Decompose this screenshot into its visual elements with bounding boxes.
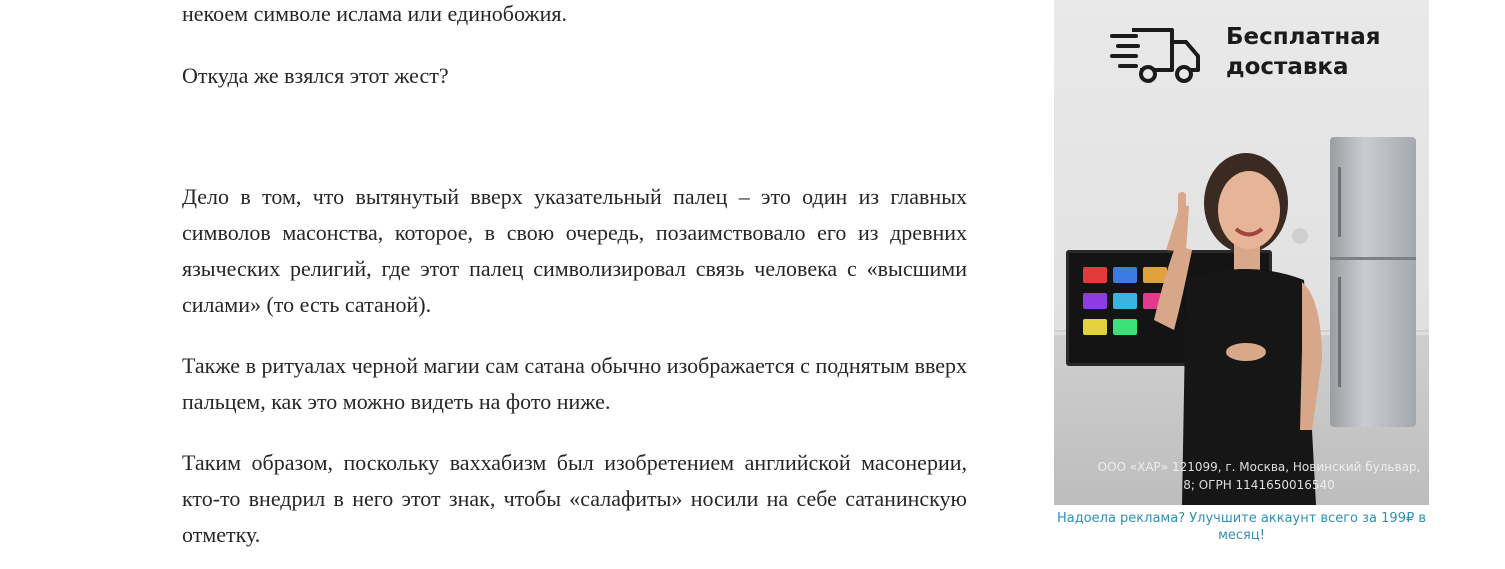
ad-legal-text: ООО «ХАР» 121099, г. Москва, Новинский бульвар, 8; ОГРН 1141650016540: [1097, 460, 1421, 492]
advertisement-banner[interactable]: [1054, 0, 1429, 505]
delivery-truck-icon: [1110, 24, 1202, 86]
paragraph: Таким образом, поскольку ваххабизм был изобретением английской масонерии, кто-то внедрил в него этот знак, чтобы «салафиты» носили на себе сатанинскую отметку.: [182, 450, 967, 547]
paragraph: Откуда же взялся этот жест?: [182, 63, 449, 88]
paragraph: Также в ритуалах черной магии сам сатана обычно изображается с поднятым вверх пальцем, как это можно видеть на фото ниже.: [182, 353, 967, 414]
paragraph: Дело в том, что вытянутый вверх указательный палец – это один из главных символов масонства, которое, в свою очередь, позаимствовало его из древних языческих религий, где этот палец символизировал связь человека с «высшими силами» (то есть сатаной).: [182, 184, 967, 317]
paragraph: некоем символе ислама или единобожия.: [182, 1, 568, 26]
remove-ads-link[interactable]: Надоела реклама? Улучшите аккаунт всего за 199₽ в месяц!: [1056, 511, 1427, 543]
ad-headline: Бесплатная доставка: [1226, 24, 1381, 80]
